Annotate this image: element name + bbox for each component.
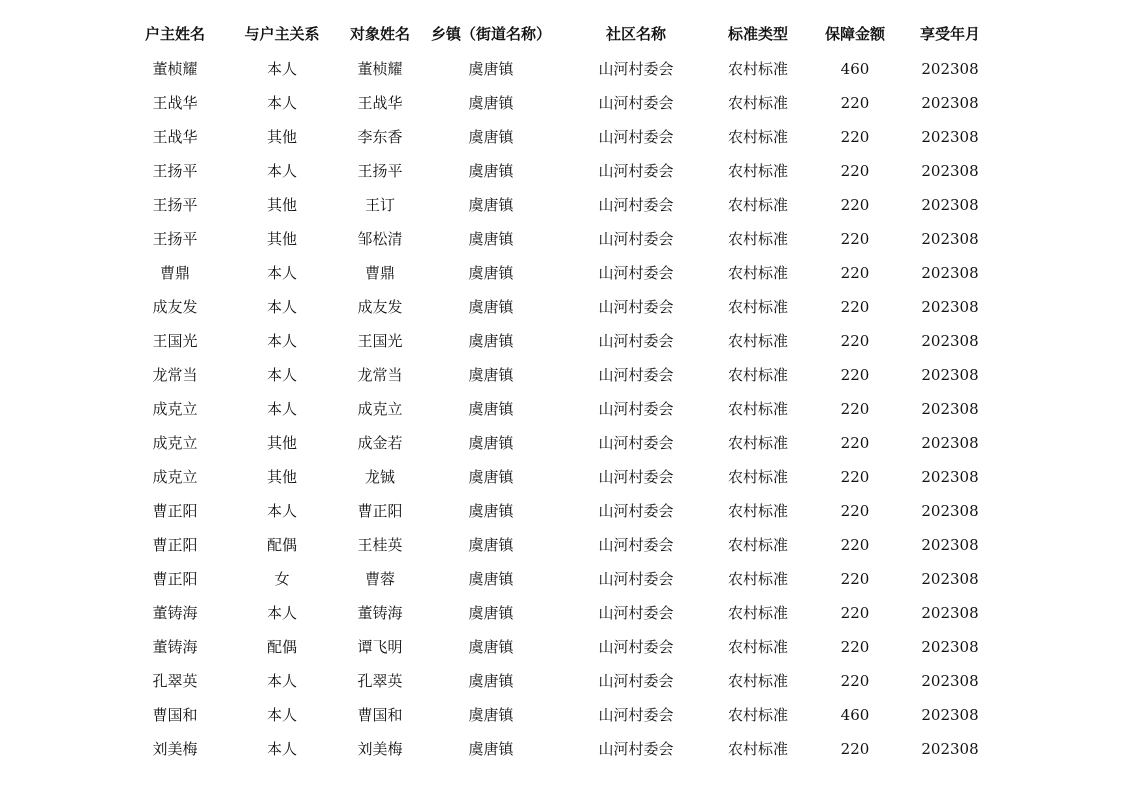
cell-month: 202308: [921, 366, 979, 384]
cell-month: 202308: [921, 298, 979, 316]
cell-month: 202308: [921, 264, 979, 282]
cell-community: 山河村委会: [598, 400, 674, 418]
cell-community: 山河村委会: [598, 502, 674, 520]
cell-relationship: 本人: [266, 298, 297, 316]
cell-township: 虞唐镇: [468, 434, 514, 452]
cell-relationship: 本人: [266, 604, 297, 622]
cell-month: 202308: [921, 672, 979, 690]
cell-householder-name: 王战华: [152, 94, 198, 112]
header-standard-type: 标准类型: [727, 25, 788, 43]
cell-township: 虞唐镇: [468, 94, 514, 112]
cell-standard-type: 农村标准: [727, 196, 788, 214]
header-householder-name: 户主姓名: [144, 25, 205, 43]
cell-standard-type: 农村标准: [727, 570, 788, 588]
cell-amount: 220: [840, 604, 870, 622]
cell-month: 202308: [921, 60, 979, 78]
cell-relationship: 其他: [266, 230, 297, 248]
cell-community: 山河村委会: [598, 604, 674, 622]
cell-township: 虞唐镇: [468, 706, 514, 724]
cell-relationship: 本人: [266, 264, 297, 282]
cell-recipient-name: 成金若: [357, 434, 403, 452]
cell-householder-name: 王扬平: [152, 162, 198, 180]
cell-month: 202308: [921, 434, 979, 452]
cell-month: 202308: [921, 128, 979, 146]
cell-community: 山河村委会: [598, 366, 674, 384]
table-row: [0, 596, 1122, 630]
cell-householder-name: 成友发: [152, 298, 198, 316]
cell-householder-name: 成克立: [152, 468, 198, 486]
cell-relationship: 本人: [266, 366, 297, 384]
cell-recipient-name: 成友发: [357, 298, 403, 316]
cell-recipient-name: 谭飞明: [357, 638, 403, 656]
cell-township: 虞唐镇: [468, 604, 514, 622]
header-recipient-name: 对象姓名: [349, 25, 410, 43]
table-row: [0, 630, 1122, 664]
cell-township: 虞唐镇: [468, 366, 514, 384]
cell-householder-name: 孔翠英: [152, 672, 198, 690]
cell-standard-type: 农村标准: [727, 162, 788, 180]
cell-householder-name: 王扬平: [152, 196, 198, 214]
header-township: 乡镇（街道名称）: [430, 25, 551, 43]
cell-month: 202308: [921, 468, 979, 486]
cell-month: 202308: [921, 706, 979, 724]
cell-township: 虞唐镇: [468, 740, 514, 758]
cell-township: 虞唐镇: [468, 638, 514, 656]
cell-standard-type: 农村标准: [727, 128, 788, 146]
cell-amount: 220: [840, 400, 870, 418]
table-row: [0, 154, 1122, 188]
cell-amount: 220: [840, 468, 870, 486]
cell-householder-name: 曹国和: [152, 706, 198, 724]
cell-relationship: 本人: [266, 60, 297, 78]
cell-householder-name: 龙常当: [152, 366, 198, 384]
cell-community: 山河村委会: [598, 570, 674, 588]
cell-relationship: 本人: [266, 740, 297, 758]
cell-householder-name: 成克立: [152, 400, 198, 418]
cell-recipient-name: 王订: [364, 196, 395, 214]
cell-township: 虞唐镇: [468, 60, 514, 78]
cell-householder-name: 曹正阳: [152, 502, 198, 520]
cell-standard-type: 农村标准: [727, 740, 788, 758]
cell-amount: 220: [840, 740, 870, 758]
cell-relationship: 本人: [266, 332, 297, 350]
cell-recipient-name: 成克立: [357, 400, 403, 418]
cell-relationship: 女: [274, 570, 290, 588]
cell-township: 虞唐镇: [468, 536, 514, 554]
cell-month: 202308: [921, 332, 979, 350]
cell-recipient-name: 龙铖: [364, 468, 395, 486]
cell-community: 山河村委会: [598, 196, 674, 214]
cell-community: 山河村委会: [598, 60, 674, 78]
header-community: 社区名称: [605, 25, 666, 43]
cell-standard-type: 农村标准: [727, 536, 788, 554]
cell-relationship: 配偶: [266, 638, 297, 656]
cell-amount: 220: [840, 128, 870, 146]
cell-month: 202308: [921, 604, 979, 622]
cell-amount: 220: [840, 434, 870, 452]
cell-community: 山河村委会: [598, 706, 674, 724]
cell-township: 虞唐镇: [468, 570, 514, 588]
table-header: [0, 17, 1122, 51]
cell-community: 山河村委会: [598, 332, 674, 350]
table-row: [0, 86, 1122, 120]
table-row: [0, 494, 1122, 528]
cell-community: 山河村委会: [598, 298, 674, 316]
cell-recipient-name: 董桢耀: [357, 60, 403, 78]
cell-householder-name: 王扬平: [152, 230, 198, 248]
cell-standard-type: 农村标准: [727, 332, 788, 350]
cell-amount: 220: [840, 502, 870, 520]
cell-householder-name: 王战华: [152, 128, 198, 146]
cell-standard-type: 农村标准: [727, 366, 788, 384]
cell-recipient-name: 董铸海: [357, 604, 403, 622]
cell-township: 虞唐镇: [468, 332, 514, 350]
cell-householder-name: 曹鼎: [159, 264, 190, 282]
cell-relationship: 本人: [266, 502, 297, 520]
cell-recipient-name: 曹蓉: [364, 570, 395, 588]
cell-householder-name: 刘美梅: [152, 740, 198, 758]
table-row: [0, 460, 1122, 494]
cell-recipient-name: 邹松清: [357, 230, 403, 248]
cell-amount: 220: [840, 264, 870, 282]
cell-community: 山河村委会: [598, 468, 674, 486]
cell-month: 202308: [921, 570, 979, 588]
cell-township: 虞唐镇: [468, 298, 514, 316]
cell-amount: 220: [840, 638, 870, 656]
cell-householder-name: 成克立: [152, 434, 198, 452]
cell-standard-type: 农村标准: [727, 706, 788, 724]
cell-recipient-name: 王国光: [357, 332, 403, 350]
cell-township: 虞唐镇: [468, 128, 514, 146]
table-row: [0, 732, 1122, 766]
cell-standard-type: 农村标准: [727, 434, 788, 452]
cell-township: 虞唐镇: [468, 162, 514, 180]
cell-recipient-name: 王战华: [357, 94, 403, 112]
cell-amount: 220: [840, 230, 870, 248]
cell-month: 202308: [921, 230, 979, 248]
header-amount: 保障金额: [824, 25, 885, 43]
cell-householder-name: 董铸海: [152, 638, 198, 656]
cell-township: 虞唐镇: [468, 502, 514, 520]
cell-township: 虞唐镇: [468, 264, 514, 282]
cell-recipient-name: 曹国和: [357, 706, 403, 724]
cell-month: 202308: [921, 196, 979, 214]
cell-householder-name: 王国光: [152, 332, 198, 350]
table-row: [0, 426, 1122, 460]
cell-recipient-name: 龙常当: [357, 366, 403, 384]
cell-relationship: 配偶: [266, 536, 297, 554]
cell-recipient-name: 刘美梅: [357, 740, 403, 758]
cell-relationship: 其他: [266, 468, 297, 486]
cell-relationship: 其他: [266, 434, 297, 452]
cell-amount: 460: [840, 60, 870, 78]
cell-recipient-name: 王扬平: [357, 162, 403, 180]
cell-standard-type: 农村标准: [727, 230, 788, 248]
cell-relationship: 本人: [266, 706, 297, 724]
cell-standard-type: 农村标准: [727, 672, 788, 690]
cell-relationship: 其他: [266, 128, 297, 146]
cell-community: 山河村委会: [598, 162, 674, 180]
cell-recipient-name: 王桂英: [357, 536, 403, 554]
cell-recipient-name: 李东香: [357, 128, 403, 146]
cell-householder-name: 曹正阳: [152, 536, 198, 554]
cell-month: 202308: [921, 638, 979, 656]
cell-month: 202308: [921, 536, 979, 554]
cell-community: 山河村委会: [598, 434, 674, 452]
cell-community: 山河村委会: [598, 740, 674, 758]
cell-relationship: 其他: [266, 196, 297, 214]
cell-community: 山河村委会: [598, 536, 674, 554]
cell-amount: 220: [840, 332, 870, 350]
cell-amount: 220: [840, 94, 870, 112]
cell-recipient-name: 孔翠英: [357, 672, 403, 690]
cell-recipient-name: 曹鼎: [364, 264, 395, 282]
cell-amount: 220: [840, 366, 870, 384]
cell-amount: 220: [840, 162, 870, 180]
cell-householder-name: 董铸海: [152, 604, 198, 622]
table-row: [0, 222, 1122, 256]
table-row: [0, 698, 1122, 732]
cell-standard-type: 农村标准: [727, 638, 788, 656]
cell-month: 202308: [921, 162, 979, 180]
table-row: [0, 290, 1122, 324]
cell-community: 山河村委会: [598, 230, 674, 248]
table-row: [0, 52, 1122, 86]
table-row: [0, 392, 1122, 426]
cell-recipient-name: 曹正阳: [357, 502, 403, 520]
cell-relationship: 本人: [266, 94, 297, 112]
cell-standard-type: 农村标准: [727, 502, 788, 520]
cell-standard-type: 农村标准: [727, 298, 788, 316]
cell-community: 山河村委会: [598, 94, 674, 112]
cell-month: 202308: [921, 94, 979, 112]
cell-householder-name: 董桢耀: [152, 60, 198, 78]
cell-standard-type: 农村标准: [727, 264, 788, 282]
cell-amount: 460: [840, 706, 870, 724]
cell-standard-type: 农村标准: [727, 94, 788, 112]
table-row: [0, 120, 1122, 154]
table-row: [0, 256, 1122, 290]
cell-amount: 220: [840, 672, 870, 690]
cell-community: 山河村委会: [598, 264, 674, 282]
cell-standard-type: 农村标准: [727, 468, 788, 486]
cell-month: 202308: [921, 400, 979, 418]
header-month: 享受年月: [919, 25, 980, 43]
cell-community: 山河村委会: [598, 128, 674, 146]
table-row: [0, 664, 1122, 698]
table-row: [0, 324, 1122, 358]
cell-amount: 220: [840, 196, 870, 214]
table-row: [0, 358, 1122, 392]
cell-relationship: 本人: [266, 672, 297, 690]
header-relationship: 与户主关系: [244, 25, 320, 43]
cell-township: 虞唐镇: [468, 230, 514, 248]
cell-standard-type: 农村标准: [727, 60, 788, 78]
table-row: [0, 562, 1122, 596]
cell-amount: 220: [840, 298, 870, 316]
table-row: [0, 188, 1122, 222]
cell-township: 虞唐镇: [468, 468, 514, 486]
cell-month: 202308: [921, 740, 979, 758]
cell-standard-type: 农村标准: [727, 604, 788, 622]
cell-township: 虞唐镇: [468, 196, 514, 214]
cell-month: 202308: [921, 502, 979, 520]
cell-relationship: 本人: [266, 400, 297, 418]
cell-relationship: 本人: [266, 162, 297, 180]
cell-amount: 220: [840, 536, 870, 554]
cell-community: 山河村委会: [598, 672, 674, 690]
cell-standard-type: 农村标准: [727, 400, 788, 418]
cell-householder-name: 曹正阳: [152, 570, 198, 588]
cell-community: 山河村委会: [598, 638, 674, 656]
cell-township: 虞唐镇: [468, 672, 514, 690]
table-row: [0, 528, 1122, 562]
cell-amount: 220: [840, 570, 870, 588]
cell-township: 虞唐镇: [468, 400, 514, 418]
